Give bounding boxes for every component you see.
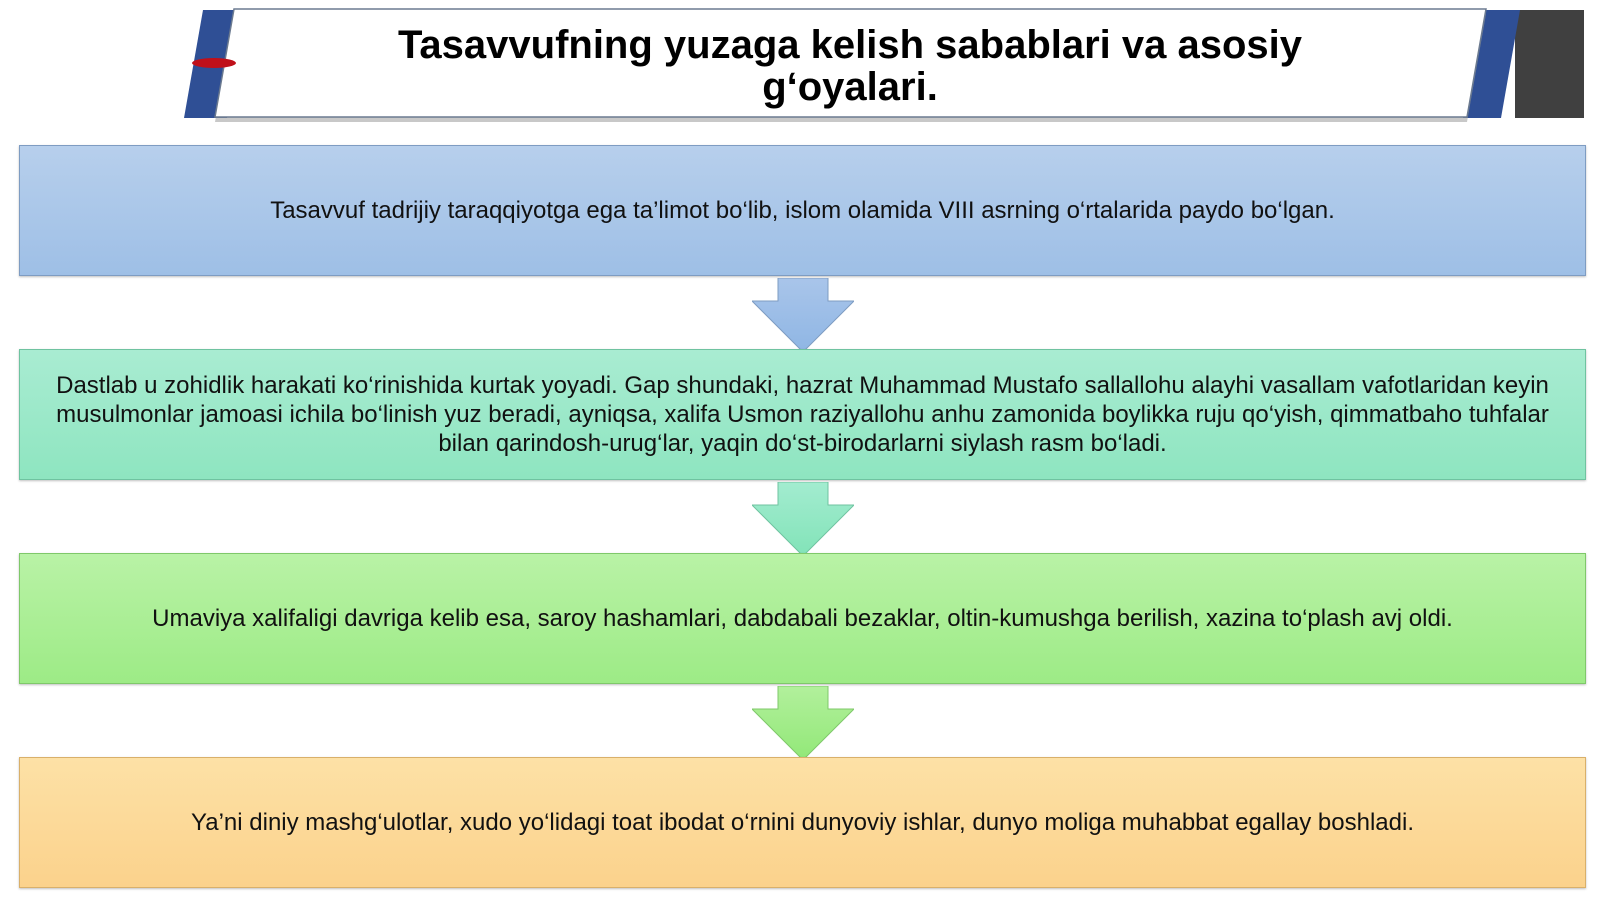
flow-step-4-text: Ya’ni diniy mashg‘ulotlar, xudo yo‘lidagi toat ibodat o‘rnini dunyoviy ishlar, dunyo moliga muhabbat egallay boshladi. <box>191 809 1414 836</box>
title-banner <box>0 0 1600 130</box>
banner-dark-block <box>1515 10 1584 118</box>
flow-step-2-text: Dastlab u zohidlik harakati ko‘rinishida kurtak yoyadi. Gap shundaki, hazrat Muhammad Mustafo sallallohu alayhi vasallam vafotlaridan keyin musulmonlar jamoasi ichila bo‘linish yuz beradi, ayniqsa, xalifa Usmon raziyallohu anhu zamonida boylikka ruju qo‘yish, qimmatbaho tuhfalar bilan qarindosh-urug‘lar, yaqin do‘st-birodarlarni siylash rasm bo‘ladi. <box>56 372 1549 457</box>
down-arrow-2 <box>752 482 854 556</box>
flow-step-1-text: Tasavvuf tadrijiy taraqqiyotga ega ta’limot bo‘lib, islom olamida VIII asrning o‘rtalarida paydo bo‘lgan. <box>270 197 1335 224</box>
flow-step-1 <box>19 145 1586 276</box>
flow-step-2 <box>19 349 1586 480</box>
page-title <box>230 24 1470 108</box>
flow-step-4 <box>19 757 1586 888</box>
down-arrow-3 <box>752 686 854 760</box>
down-arrow-1 <box>752 278 854 352</box>
page-title-line-2: g‘oyalari. <box>762 65 938 109</box>
flow-step-3-text: Umaviya xalifaligi davriga kelib esa, saroy hashamlari, dabdabali bezaklar, oltin-kumushga berilish, xazina to‘plash avj oldi. <box>152 605 1453 632</box>
flow-step-3 <box>19 553 1586 684</box>
page-title-line-1: Tasavvufning yuzaga kelish sabablari va asosiy <box>397 23 1303 67</box>
